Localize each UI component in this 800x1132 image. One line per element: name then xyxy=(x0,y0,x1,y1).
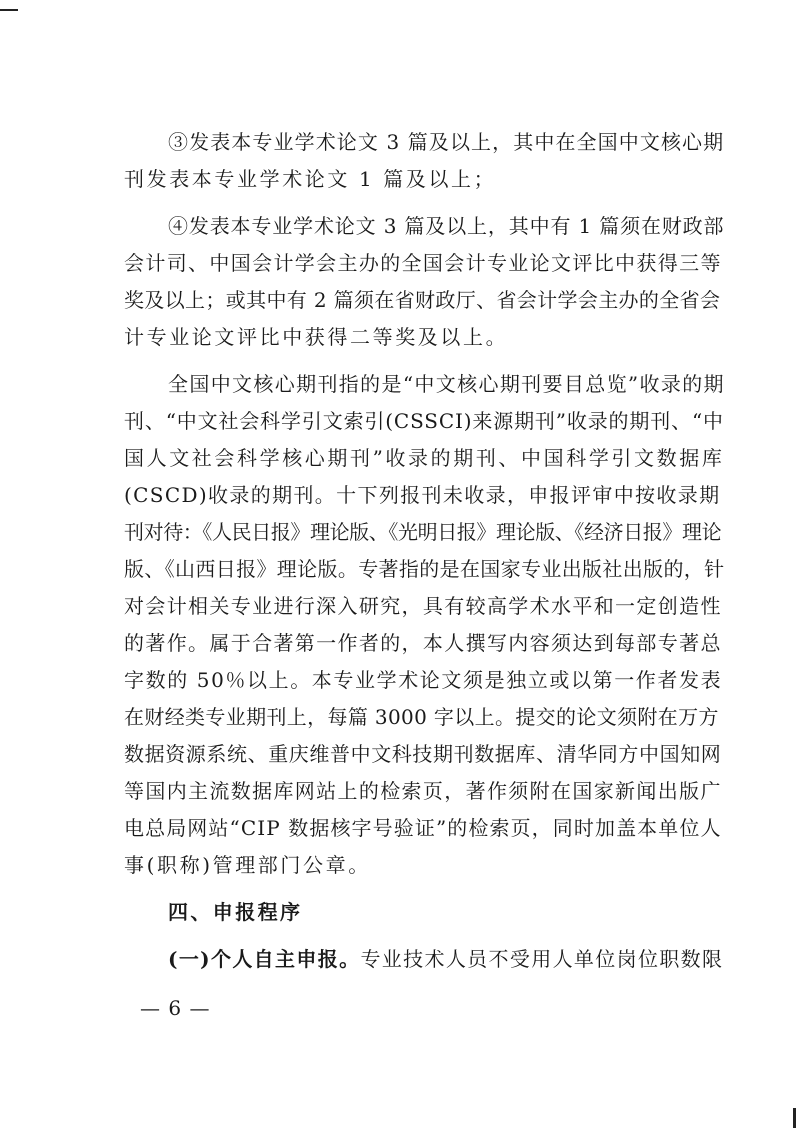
text-line: 版、《山西日报》理论版。专著指的是在国家专业出版社出版的，针 xyxy=(124,557,725,581)
text-line: 会计司、中国会计学会主办的全国会计专业论文评比中获得三等 xyxy=(124,251,722,275)
subsection-line xyxy=(124,941,724,978)
text-line: 对会计相关专业进行深入研究，具有较高学术水平和一定创造性 xyxy=(124,594,722,618)
text-line: 刊发表本专业学术论文 1 篇及以上； xyxy=(124,167,497,191)
paragraph-item-4 xyxy=(124,208,724,356)
text-line: 事(职称)管理部门公章。 xyxy=(124,853,371,877)
text-line: 计专业论文评比中获得二等奖及以上。 xyxy=(124,325,509,349)
text-line: 电总局网站“CIP 数据核字号验证”的检索页，同时加盖本单位人 xyxy=(124,816,722,840)
text-line: 奖及以上；或其中有 2 篇须在省财政厅、省会计学会主办的全省会 xyxy=(124,288,721,312)
document-body xyxy=(124,124,724,978)
scan-corner-mark xyxy=(0,9,18,11)
text-line: 全国中文核心期刊指的是“中文核心期刊要目总览”收录的期 xyxy=(168,372,725,396)
text-line: 的著作。属于合著第一作者的，本人撰写内容须达到每部专著总 xyxy=(124,631,722,655)
text-line: 国人文社会科学核心期刊”收录的期刊、中国科学引文数据库 xyxy=(124,446,725,470)
text-line: (CSCD)收录的期刊。十下列报刊未收录，申报评审中按收录期 xyxy=(124,483,721,507)
paragraph-item-3 xyxy=(124,124,724,198)
section-heading: 四、申报程序 xyxy=(168,900,303,924)
subsection-title: (一)个人自主申报。 xyxy=(168,947,361,971)
text-line: 在财经类专业期刊上，每篇 3000 字以上。提交的论文须附在万方 xyxy=(124,705,719,729)
text-line: 刊对待：《人民日报》理论版、《光明日报》理论版、《经济日报》理论 xyxy=(124,520,722,544)
text-line: ④发表本专业学术论文 3 篇及以上，其中有 1 篇须在财政部 xyxy=(168,214,725,238)
page-number: — 6 — xyxy=(140,996,211,1020)
text-line: ③发表本专业学术论文 3 篇及以上，其中在全国中文核心期 xyxy=(168,130,725,154)
text-line: 数据资源系统、重庆维普中文科技期刊数据库、清华同方中国知网 xyxy=(124,742,722,766)
scan-edge-mark xyxy=(793,1108,796,1128)
paragraph-notes xyxy=(124,366,724,884)
text-line: 刊、“中文社会科学引文索引(CSSCI)来源期刊”收录的期刊、“中 xyxy=(124,409,724,433)
subsection-text: 专业技术人员不受用人单位岗位职数限 xyxy=(360,947,724,971)
text-line: 字数的 50％以上。本专业学术论文须是独立或以第一作者发表 xyxy=(124,668,723,692)
text-line: 等国内主流数据库网站上的检索页，著作须附在国家新闻出版广 xyxy=(124,779,722,803)
